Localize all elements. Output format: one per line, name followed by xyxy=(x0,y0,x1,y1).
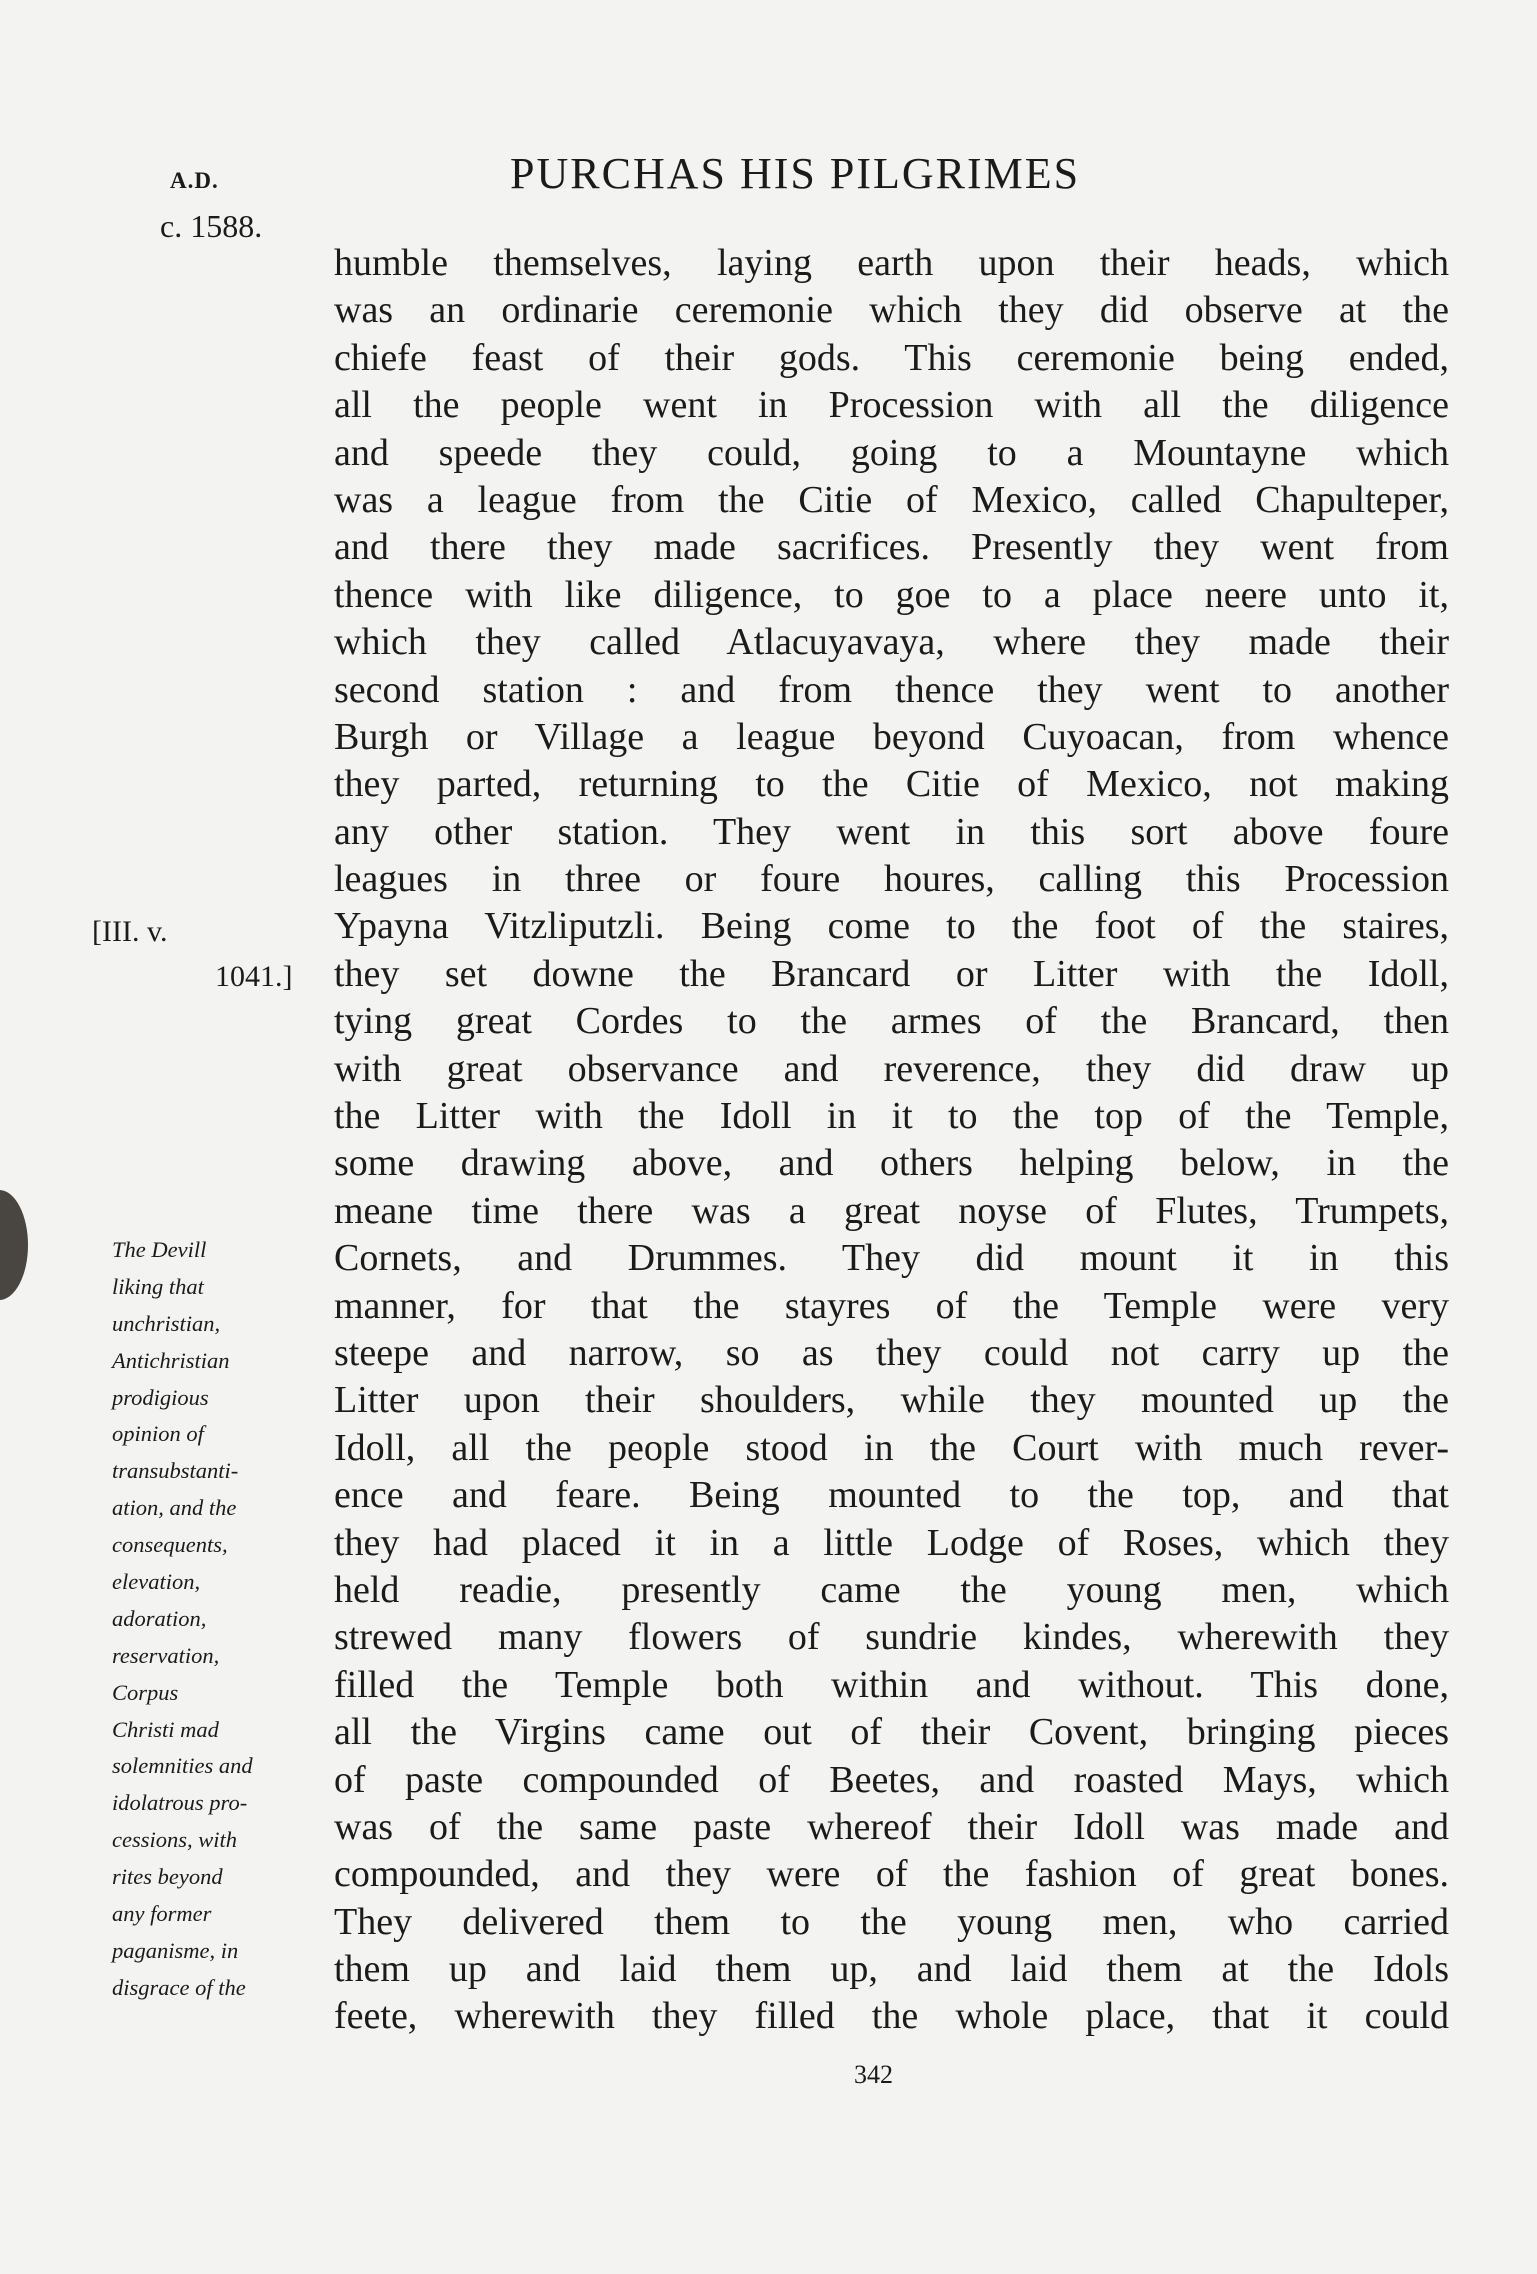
body-line: Ypayna Vitzliputzli. Being come to the foot of the staires, xyxy=(334,905,1449,948)
margin-note-line: paganisme, in xyxy=(112,1937,239,1963)
body-line: leagues in three or foure houres, calling this Procession xyxy=(334,858,1449,901)
body-line: all the people went in Procession with all the diligence xyxy=(334,384,1449,427)
body-line: humble themselves, laying earth upon their heads, which xyxy=(334,242,1449,284)
body-line: ence and feare. Being mounted to the top, and that xyxy=(334,1474,1449,1517)
body-line: steepe and narrow, so as they could not carry up the xyxy=(334,1331,1449,1374)
margin-note-line: reservation, xyxy=(112,1642,220,1668)
margin-note-line: adoration, xyxy=(112,1605,207,1631)
margin-note-line: Christi mad xyxy=(112,1716,219,1742)
body-line: Cornets, and Drummes. They did mount it in this xyxy=(334,1237,1449,1280)
body-line: the Litter with the Idoll in it to the top of the Temple, xyxy=(334,1095,1449,1138)
margin-note-line: cessions, with xyxy=(112,1827,238,1853)
body-line: and there they made sacrifices. Presently they went from xyxy=(334,526,1449,569)
body-line: Litter upon their shoulders, while they mounted up the xyxy=(334,1379,1449,1422)
margin-note-line: elevation, xyxy=(112,1569,201,1595)
year-label: c. 1588. xyxy=(160,208,263,244)
page-number: 342 xyxy=(854,2060,893,2089)
margin-note-line: ation, and the xyxy=(112,1495,237,1521)
body-line: thence with like diligence, to goe to a place neere unto it, xyxy=(334,573,1449,616)
body-line: all the Virgins came out of their Covent, bringing pieces xyxy=(334,1711,1449,1754)
body-line: They delivered them to the young men, who carried xyxy=(334,1900,1449,1943)
margin-note-line: opinion of xyxy=(112,1421,204,1447)
margin-note-line: any former xyxy=(112,1901,212,1927)
era-label: A.D. xyxy=(170,168,219,193)
margin-note-line: Corpus xyxy=(112,1679,179,1705)
body-line: Idoll, all the people stood in the Court with much rever- xyxy=(334,1426,1449,1469)
body-line: Burgh or Village a league beyond Cuyoacan, from whence xyxy=(334,715,1449,758)
body-line: strewed many flowers of sundrie kindes, wherewith they xyxy=(334,1616,1449,1659)
body-line: any other station. They went in this sort above foure xyxy=(334,810,1449,853)
margin-note-line: prodigious xyxy=(112,1384,209,1410)
body-line: and speede they could, going to a Mountayne which xyxy=(334,431,1449,474)
margin-note-line: The Devill xyxy=(112,1237,207,1262)
margin-note-line: unchristian, xyxy=(112,1310,221,1336)
body-line: held readie, presently came the young men, which xyxy=(334,1568,1449,1611)
running-title: PURCHAS HIS PILGRIMES xyxy=(510,149,1081,198)
margin-note-line: liking that xyxy=(112,1273,204,1299)
margin-note-line: solemnities and xyxy=(112,1753,253,1779)
body-text xyxy=(334,240,1449,2041)
margin-note-line: transubstanti- xyxy=(112,1458,239,1484)
body-line: them up and laid them up, and laid them at the Idols xyxy=(334,1948,1449,1991)
body-line: manner, for that the stayres of the Temple were very xyxy=(334,1284,1449,1327)
body-line: second station : and from thence they went to another xyxy=(334,668,1449,711)
margin-note-line: Antichristian xyxy=(112,1347,230,1373)
margin-note-line: rites beyond xyxy=(112,1864,223,1890)
margin-note-line: idolatrous pro- xyxy=(112,1790,248,1816)
body-line: some drawing above, and others helping below, in the xyxy=(334,1142,1449,1185)
body-line: meane time there was a great noyse of Flutes, Trumpets, xyxy=(334,1189,1449,1232)
body-line: tying great Cordes to the armes of the Brancard, then xyxy=(334,1000,1449,1043)
body-line: filled the Temple both within and without. This done, xyxy=(334,1663,1449,1706)
body-line: chiefe feast of their gods. This ceremonie being ended, xyxy=(334,336,1449,379)
body-line: was of the same paste whereof their Idoll was made and xyxy=(334,1805,1449,1848)
body-line: with great observance and reverence, they did draw up xyxy=(334,1047,1449,1090)
thumb-shadow xyxy=(0,1190,28,1300)
body-line: compounded, and they were of the fashion of great bones. xyxy=(334,1853,1449,1896)
margin-reference-page: 1041.] xyxy=(215,960,293,993)
margin-reference-volume: [III. v. xyxy=(92,915,168,948)
body-line: was a league from the Citie of Mexico, called Chapulteper, xyxy=(334,478,1449,521)
margin-note xyxy=(112,1232,327,2007)
body-line: of paste compounded of Beetes, and roasted Mays, which xyxy=(334,1758,1449,1801)
margin-note-line: consequents, xyxy=(112,1532,228,1558)
body-line: they parted, returning to the Citie of Mexico, not making xyxy=(334,763,1449,806)
body-line: they set downe the Brancard or Litter with the Idoll, xyxy=(334,952,1449,995)
body-line: feete, wherewith they filled the whole place, that it could xyxy=(334,1995,1449,2038)
body-line: which they called Atlacuyavaya, where they made their xyxy=(334,621,1449,664)
margin-note-line: disgrace of the xyxy=(112,1974,246,2000)
body-line: was an ordinarie ceremonie which they did observe at the xyxy=(334,289,1449,332)
body-line: they had placed it in a little Lodge of Roses, which they xyxy=(334,1521,1449,1564)
